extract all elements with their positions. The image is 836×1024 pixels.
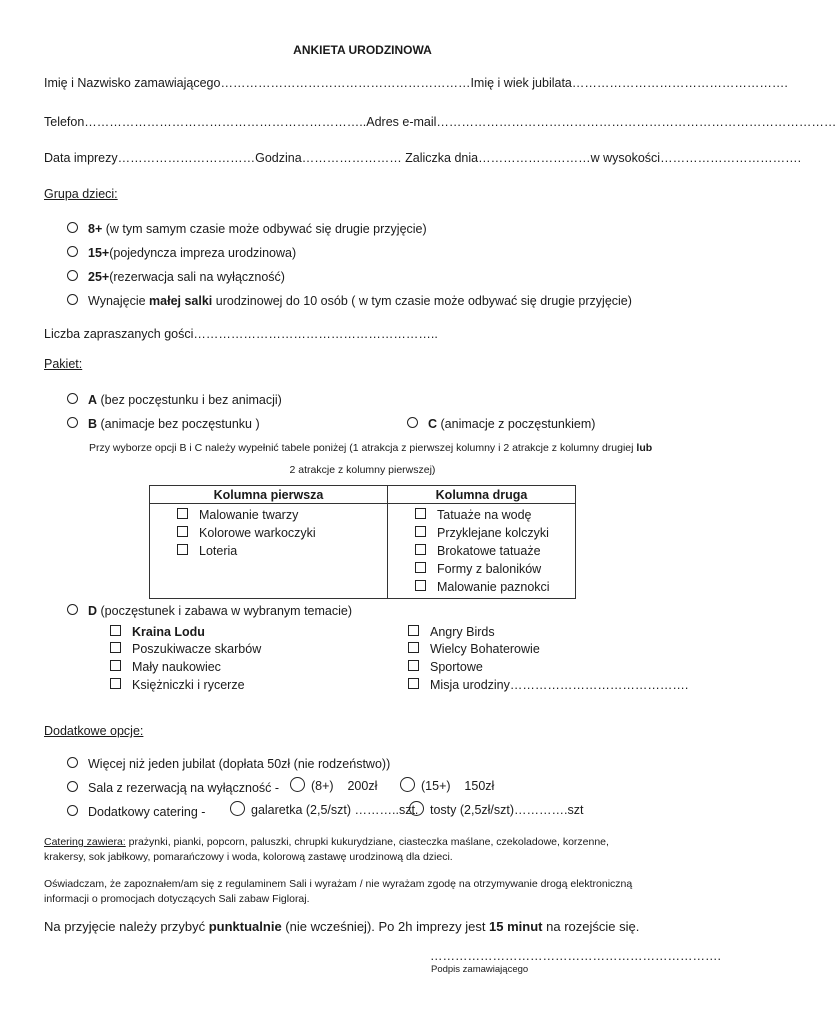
option-label-bold: 8+ xyxy=(88,222,103,236)
checkbox-icon[interactable] xyxy=(415,508,426,519)
checkbox-icon[interactable] xyxy=(110,642,121,653)
catering-info-cont: krakersy, sok jabłkowy, pomarańczowy i woda, kolorową zastawę urodzinową dla dzieci. xyxy=(44,851,453,863)
radio-icon[interactable] xyxy=(67,393,78,404)
col1-header: Kolumna pierwsza xyxy=(150,486,388,504)
arrival-bold: 15 minut xyxy=(489,919,543,934)
item-label: Loteria xyxy=(199,544,238,558)
item-label: Formy z baloników xyxy=(437,562,542,576)
package-option-b[interactable] xyxy=(67,417,260,431)
client-name-line[interactable]: Imię i Nazwisko zamawiającego……………………………………………………Imię i wiek jubilata……………………………………………. xyxy=(44,76,788,90)
item-label: Przyklejane kolczyki xyxy=(437,526,549,540)
col2-item[interactable] xyxy=(415,560,575,578)
option-label-bold: 15+ xyxy=(88,246,110,260)
col2-item[interactable] xyxy=(415,524,575,542)
radio-icon[interactable] xyxy=(290,777,305,792)
form-title: ANKIETA URODZINOWA xyxy=(293,43,432,57)
col1-item[interactable] xyxy=(177,506,387,524)
package-heading: Pakiet: xyxy=(44,357,83,371)
col2-item[interactable] xyxy=(415,542,575,560)
checkbox-icon[interactable] xyxy=(415,580,426,591)
consent-statement-cont: informacji o promocjach dotyczących Sali zabaw Figloraj. xyxy=(44,893,310,905)
checkbox-icon[interactable] xyxy=(110,678,121,689)
theme-item[interactable] xyxy=(408,678,688,692)
option-label: Dodatkowy catering - xyxy=(88,805,206,819)
option-label: (bez poczęstunku i bez animacji) xyxy=(97,393,282,407)
jelly-option[interactable] xyxy=(230,803,418,818)
checkbox-icon[interactable] xyxy=(408,625,419,636)
checkbox-icon[interactable] xyxy=(415,562,426,573)
item-label: Kolorowe warkoczyki xyxy=(199,526,316,540)
group-option-8[interactable] xyxy=(67,222,427,236)
radio-icon[interactable] xyxy=(67,222,78,233)
radio-icon[interactable] xyxy=(409,801,424,816)
theme-label: Mały naukowiec xyxy=(132,660,221,674)
col2-cell xyxy=(388,504,576,599)
checkbox-icon[interactable] xyxy=(110,625,121,636)
extra-option-exclusive[interactable] xyxy=(67,781,279,795)
col1-cell xyxy=(150,504,388,599)
theme-item[interactable] xyxy=(110,625,205,639)
radio-icon[interactable] xyxy=(67,604,78,615)
checkbox-icon[interactable] xyxy=(177,526,188,537)
checkbox-icon[interactable] xyxy=(408,678,419,689)
arrival-text: Na przyjęcie należy przybyć xyxy=(44,919,209,934)
signature-label: Podpis zamawiającego xyxy=(431,964,529,975)
package-option-c[interactable] xyxy=(407,417,595,431)
col2-item[interactable] xyxy=(415,506,575,524)
radio-icon[interactable] xyxy=(67,757,78,768)
radio-icon[interactable] xyxy=(67,417,78,428)
theme-item[interactable] xyxy=(408,625,495,639)
checkbox-icon[interactable] xyxy=(415,544,426,555)
checkbox-icon[interactable] xyxy=(177,544,188,555)
theme-item[interactable] xyxy=(408,642,540,656)
option-label: (rezerwacja sali na wyłączność) xyxy=(109,270,285,284)
radio-icon[interactable] xyxy=(230,801,245,816)
checkbox-icon[interactable] xyxy=(408,660,419,671)
package-option-a[interactable] xyxy=(67,393,282,407)
signature-line[interactable]: ……………………………………………………………. xyxy=(430,949,721,963)
col2-header: Kolumna druga xyxy=(388,486,576,504)
option-label: (15+) 150zł xyxy=(421,779,495,793)
option-label: urodzinowej do 10 osób ( w tym czasie może odbywać się drugie przyjęcie) xyxy=(212,294,632,308)
option-label: Więcej niż jeden jubilat (dopłata 50zł (nie rodzeństwo)) xyxy=(88,757,391,771)
exclusive-15-option[interactable] xyxy=(400,779,494,794)
arrival-note xyxy=(44,919,639,934)
group-option-15[interactable] xyxy=(67,246,296,260)
event-date-line[interactable]: Data imprezy……………………………Godzina…………………… Zaliczka dnia………………………w wysokości……………………………. xyxy=(44,151,802,165)
option-label: galaretka (2,5/szt) ………..szt. xyxy=(251,803,419,817)
group-option-small-room[interactable] xyxy=(67,294,632,308)
radio-icon[interactable] xyxy=(67,270,78,281)
arrival-text: na rozejście się. xyxy=(542,919,640,934)
option-label-bold: A xyxy=(88,393,98,407)
theme-label: Poszukiwacze skarbów xyxy=(132,642,262,656)
option-label: (8+) 200zł xyxy=(311,779,378,793)
contact-line[interactable]: Telefon…………………………………………………………..Adres e-mail…………………………………………………………………………………… xyxy=(44,115,836,129)
note-bold: lub xyxy=(636,442,653,454)
radio-icon[interactable] xyxy=(407,417,418,428)
theme-label: Wielcy Bohaterowie xyxy=(430,642,540,656)
theme-item[interactable] xyxy=(110,678,245,692)
option-label: (animacje bez poczęstunku ) xyxy=(97,417,260,431)
option-label: (poczęstunek i zabawa w wybranym temacie) xyxy=(97,604,352,618)
theme-label: Misja urodziny……………………………………. xyxy=(430,678,689,692)
option-label: (w tym samym czasie może odbywać się drugie przyjęcie) xyxy=(102,222,427,236)
checkbox-icon[interactable] xyxy=(177,508,188,519)
checkbox-icon[interactable] xyxy=(408,642,419,653)
radio-icon[interactable] xyxy=(67,294,78,305)
option-label: tosty (2,5zł/szt)………….szt xyxy=(430,803,584,817)
theme-label: Księżniczki i rycerze xyxy=(132,678,245,692)
option-label-bold: małej salki xyxy=(149,294,213,308)
option-label-bold: D xyxy=(88,604,98,618)
theme-item[interactable] xyxy=(408,660,483,674)
catering-label: Catering zawiera: xyxy=(44,836,126,848)
catering-text: prażynki, pianki, popcorn, paluszki, chrupki kukurydziane, ciasteczka maślane, czekoladowe, korzenne, xyxy=(125,836,609,848)
theme-item[interactable] xyxy=(110,642,261,656)
attractions-table xyxy=(149,485,576,599)
item-label: Malowanie twarzy xyxy=(199,508,299,522)
radio-icon[interactable] xyxy=(67,805,78,816)
col1-item[interactable] xyxy=(177,524,387,542)
item-label: Brokatowe tatuaże xyxy=(437,544,541,558)
group-heading: Grupa dzieci: xyxy=(44,187,118,201)
option-label: (pojedyncza impreza urodzinowa) xyxy=(109,246,297,260)
item-label: Tatuaże na wodę xyxy=(437,508,532,522)
guest-count-line[interactable]: Liczba zapraszanych gości………………………………………………….. xyxy=(44,327,438,341)
checkbox-icon[interactable] xyxy=(415,526,426,537)
theme-label: Kraina Lodu xyxy=(132,625,205,639)
package-note xyxy=(89,442,652,454)
arrival-bold: punktualnie xyxy=(208,919,282,934)
theme-item[interactable] xyxy=(110,660,221,674)
checkbox-icon[interactable] xyxy=(110,660,121,671)
extras-heading: Dodatkowe opcje: xyxy=(44,724,144,738)
col1-item[interactable] xyxy=(177,542,387,560)
theme-label: Sportowe xyxy=(430,660,483,674)
arrival-text: (nie wcześniej). Po 2h imprezy jest xyxy=(281,919,490,934)
option-label-bold: B xyxy=(88,417,98,431)
option-label: (animacje z poczęstunkiem) xyxy=(437,417,596,431)
col2-item[interactable] xyxy=(415,578,575,596)
option-label-bold: 25+ xyxy=(88,270,110,284)
package-note-cont: 2 atrakcje z kolumny pierwszej) xyxy=(289,464,436,476)
catering-info xyxy=(44,836,609,848)
toast-option[interactable] xyxy=(409,803,584,818)
consent-statement: Oświadczam, że zapoznałem/am się z regulaminem Sali i wyrażam / nie wyrażam zgodę na otrzymywanie drogą elektroniczną xyxy=(44,878,633,890)
extra-option-multiple[interactable] xyxy=(67,757,390,771)
group-option-25[interactable] xyxy=(67,270,285,284)
radio-icon[interactable] xyxy=(67,781,78,792)
exclusive-8-option[interactable] xyxy=(290,779,377,794)
package-option-d[interactable] xyxy=(67,604,352,618)
item-label: Malowanie paznokci xyxy=(437,580,550,594)
radio-icon[interactable] xyxy=(400,777,415,792)
option-label: Wynajęcie xyxy=(88,294,150,308)
option-label: Sala z rezerwacją na wyłączność - xyxy=(88,781,280,795)
theme-label: Angry Birds xyxy=(430,625,495,639)
note-text: Przy wyborze opcji B i C należy wypełnić tabele poniżej (1 atrakcja z pierwszej kolumny i 2 atrakcje z kolumny drugiej xyxy=(89,442,637,454)
option-label-bold: C xyxy=(428,417,438,431)
radio-icon[interactable] xyxy=(67,246,78,257)
extra-option-catering[interactable] xyxy=(67,805,205,819)
